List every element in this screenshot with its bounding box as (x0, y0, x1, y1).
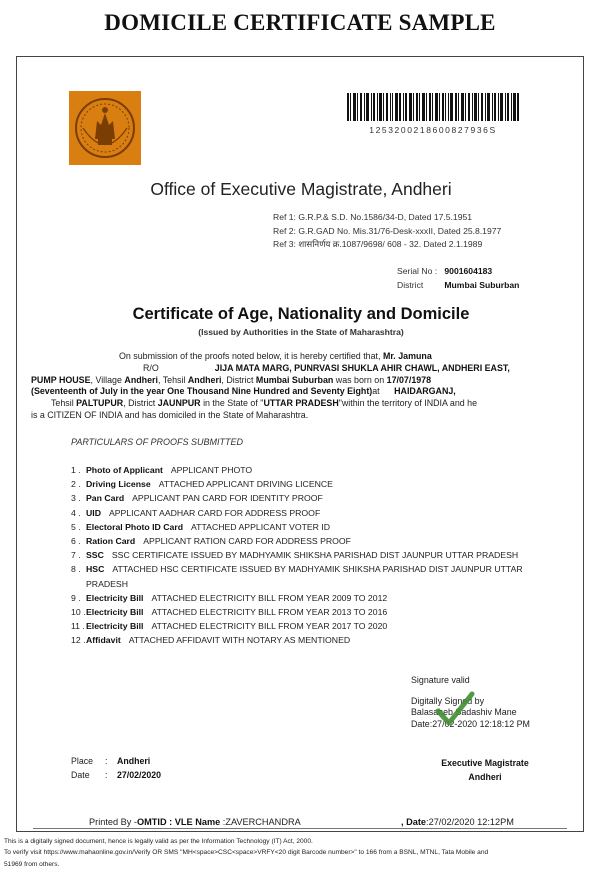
barcode (347, 93, 519, 121)
proof-name: UID (86, 507, 101, 518)
proof-description: ATTACHED ELECTRICITY BILL FROM YEAR 2017 TO 2020 (151, 621, 388, 632)
proof-number: 1 . (71, 465, 81, 475)
proof-item (71, 633, 549, 647)
printed-by-left (89, 817, 301, 827)
address-line: JIJA MATA MARG, PUNRVASI SHUKLA AHIR CHAWL, ANDHERI EAST, (214, 362, 510, 373)
place-row (71, 755, 161, 769)
ref-1: Ref 1: G.R.P.& S.D. No.1586/34-D, Dated 17.5.1951 (273, 212, 473, 222)
maharashtra-seal-emblem (69, 91, 141, 165)
proof-number: 3 . (71, 493, 81, 504)
birth-state: UTTAR PRADESH (263, 398, 339, 409)
birth-date-words: (Seventeenth of July in the year One Thousand Nine Hundred and Seventy Eight) (31, 386, 373, 397)
proof-description: ATTACHED HSC CERTIFICATE ISSUED BY MADHYAMIK SHIKSHA PARISHAD DIST JAUNPUR UTTAR PRADESH (86, 564, 523, 589)
proof-name: Pan Card (86, 493, 125, 504)
serial-block (397, 265, 519, 292)
footer-line-1: This is a digitally signed document, hence is legally valid as per the Information Technology (IT) Act, 2000. (4, 838, 313, 845)
body-line-1 (71, 351, 551, 363)
footer-line-3: 51969 from others. (4, 860, 60, 868)
district-label-text: , District (221, 374, 254, 385)
proof-name: Electoral Photo ID Card (86, 521, 184, 532)
proof-name: Ration Card (86, 536, 136, 547)
proofs-list (71, 463, 549, 648)
proof-description: APPLICANT PAN CARD FOR IDENTITY PROOF (132, 493, 323, 504)
signature-check-icon (435, 691, 475, 727)
barcode-number: 1253200218600827936S (369, 125, 497, 135)
village-label: , Village (90, 374, 122, 385)
place-colon: : (105, 756, 108, 766)
page-heading: DOMICILE CERTIFICATE SAMPLE (104, 10, 496, 35)
magistrate-block (415, 757, 555, 784)
proof-item (71, 534, 549, 548)
body-line-6 (31, 410, 551, 422)
proof-item (71, 605, 549, 619)
certificate-subtitle: (Issued by Authorities in the State of Maharashtra) (198, 327, 404, 337)
omtid-label: OMTID (137, 817, 167, 827)
proof-number: 5 . (71, 521, 81, 532)
magistrate-title: Executive Magistrate (441, 758, 529, 768)
footer-notice (4, 836, 596, 870)
tehsil-label: , Tehsil (157, 374, 186, 385)
district-label: District (397, 279, 424, 290)
vle-name-value: :ZAVERCHANDRA (220, 817, 301, 827)
birth-district-value: JAUNPUR (157, 398, 201, 409)
proof-item (71, 562, 549, 590)
office-title: Office of Executive Magistrate, Andheri (150, 179, 452, 199)
printed-date-label: , Date (401, 817, 427, 827)
proof-description: SSC CERTIFICATE ISSUED BY MADHYAMIK SHIKSHA PARISHAD DIST JAUNPUR UTTAR PRADESH (111, 550, 519, 561)
body-line-2 (71, 363, 551, 375)
proof-item (71, 491, 549, 505)
applicant-name: Mr. Jamuna (382, 351, 432, 361)
proof-number: 10 . (71, 607, 86, 618)
village-value: Andheri (124, 374, 158, 385)
proof-name: HSC (86, 564, 105, 575)
ref-3: Ref 3: शासनिर्णय क्र.1087/9698/ 608 - 32. Dated 2.1.1989 (273, 239, 483, 249)
certification-text (31, 351, 551, 422)
date-label: Date (71, 769, 90, 780)
printed-separator: : (166, 817, 175, 827)
proof-number: 7 . (71, 550, 81, 561)
proof-number: 6 . (71, 536, 81, 547)
seal-emblem-icon (69, 91, 141, 165)
certificate (16, 56, 584, 832)
district-value-text: Mumbai Suburban (255, 374, 334, 385)
state-label: in the State of " (203, 398, 264, 409)
date-colon: : (105, 769, 108, 780)
birth-district-label: , District (123, 398, 156, 409)
proof-description: APPLICANT PHOTO (170, 465, 253, 475)
proof-item (71, 506, 549, 520)
magistrate-place: Andheri (468, 771, 502, 782)
proof-item (71, 477, 549, 491)
serial-value: 9001604183 (444, 266, 493, 276)
address-area: PUMP HOUSE (31, 374, 91, 385)
printed-by-label: Printed By - (89, 817, 137, 827)
proof-number: 11 . (71, 621, 85, 632)
place-label: Place (71, 756, 94, 766)
body-intro: On submission of the proofs noted below, it is hereby certified that, (119, 351, 381, 361)
proof-description: ATTACHED APPLICANT DRIVING LICENCE (158, 479, 333, 490)
birth-place: HAIDARGANJ, (394, 386, 456, 397)
proof-name: Electricity Bill (86, 607, 144, 618)
date-value: 27/02/2020 (117, 769, 162, 780)
proof-name: Electricity Bill (86, 592, 144, 603)
proof-number: 2 . (71, 479, 81, 490)
proofs-heading: PARTICULARS OF PROOFS SUBMITTED (71, 437, 244, 447)
place-value: Andheri (117, 756, 151, 766)
ro-label: R/O (143, 362, 159, 373)
at-label: at (372, 386, 380, 397)
serial-row (397, 265, 519, 279)
proof-number: 12 . (71, 635, 86, 646)
signature-line-2: Balasaheb Sadashiv Mane (411, 707, 517, 717)
proof-item (71, 463, 549, 477)
proof-item (71, 520, 549, 534)
proof-item (71, 548, 549, 562)
proof-item (71, 619, 549, 633)
signature-status: Signature valid (411, 675, 470, 685)
footer-line-2: To verify visit https://www.mahaonline.gov.in/Verify OR SMS "MH<space>CSC<space>VRFY<20 digit Barcode number>" to 166 from a BSNL, MTNL, Tata Mobile and (4, 849, 489, 857)
references (273, 211, 501, 252)
proof-name: Electricity Bill (86, 621, 144, 632)
born-on-label: was born on (333, 374, 385, 385)
vle-name-label: VLE Name (174, 817, 221, 827)
birth-tehsil-value: PALTUPUR (76, 398, 124, 409)
tehsil-value: Andheri (187, 374, 222, 385)
proof-description: ATTACHED ELECTRICITY BILL FROM YEAR 2013 TO 2016 (151, 607, 388, 618)
place-date-block (71, 755, 161, 782)
proof-description: ATTACHED AFFIDAVIT WITH NOTARY AS MENTIONED (128, 635, 351, 646)
proof-name: Driving License (86, 479, 151, 490)
body-line-3 (31, 375, 551, 387)
signature-line-3: Date:27/02-2020 12:18:12 PM (411, 718, 530, 729)
proof-description: ATTACHED APPLICANT VOTER ID (191, 521, 331, 532)
date-row (71, 769, 161, 783)
citizenship-text: is a CITIZEN OF INDIA and has domiciled in the State of Maharashtra. (31, 409, 309, 420)
certificate-title: Certificate of Age, Nationality and Domicile (132, 305, 470, 323)
proof-description: APPLICANT RATION CARD FOR ADDRESS PROOF (143, 536, 351, 547)
body-line-5 (51, 398, 551, 410)
proof-description: ATTACHED ELECTRICITY BILL FROM YEAR 2009 TO 2012 (151, 592, 388, 603)
serial-label: Serial No : (397, 266, 438, 276)
proof-number: 9 . (71, 592, 81, 603)
district-value: Mumbai Suburban (444, 279, 520, 290)
proof-name: Photo of Applicant (86, 465, 163, 475)
territory-text: "within the territory of INDIA and he (338, 398, 478, 409)
printed-by-line (33, 817, 567, 829)
proof-name: Affidavit (86, 635, 121, 646)
proof-item (71, 591, 549, 605)
body-line-4 (31, 386, 551, 398)
proof-description: APPLICANT AADHAR CARD FOR ADDRESS PROOF (108, 507, 321, 518)
proof-number: 4 . (71, 507, 81, 518)
birth-tehsil-label: Tehsil (51, 398, 74, 409)
proof-name: SSC (86, 550, 104, 561)
district-row (397, 279, 519, 293)
printed-by-right (401, 817, 514, 827)
signature-line-1: Digitally Signed by (411, 695, 485, 706)
printed-date-value: :27/02/2020 12:12PM (426, 817, 514, 827)
birth-date: 17/07/1978 (386, 374, 432, 385)
proof-number: 8 . (71, 564, 81, 575)
ref-2: Ref 2: G.R.GAD No. Mis.31/76-Desk-xxxII, Dated 25.8.1977 (273, 225, 502, 236)
